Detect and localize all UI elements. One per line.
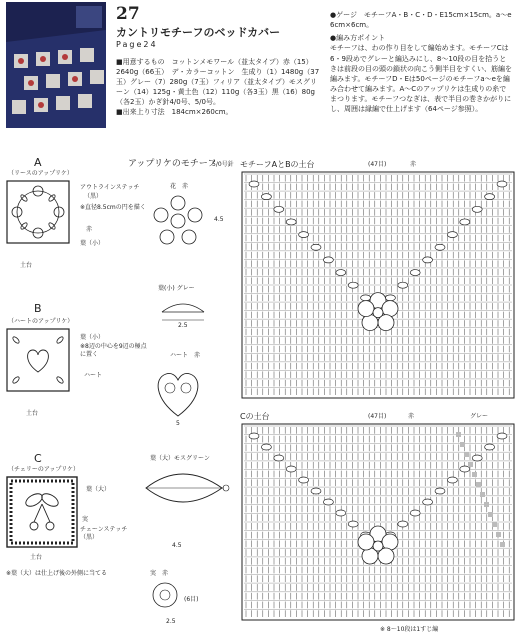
chart-bottom-gray: グレー	[470, 413, 489, 420]
heart-label: ハート 赤	[170, 352, 201, 359]
leaf-large-dim: 4.5	[172, 542, 182, 549]
materials-text: ■用意するもの コットンメモワール（並太タイプ）赤（15）2640g（66玉） デ・カラーコットン 生成り（1）1480g（37玉）グレー（7）280g（7玉）フィリア（並太タイプ）モスグリーン（14）125g・黄土色（12）110g（各3玉）黒（16）80g（各2玉）かぎ針4/0号、5/0号。	[116, 58, 320, 106]
motif-b-base-label: 土台	[26, 410, 39, 417]
chart-top-color: 赤	[410, 161, 417, 168]
motif-a-circle-note: ※直径8.5cmの円を描く	[80, 204, 146, 211]
motif-b-letter: B	[34, 302, 42, 315]
chart-top-grid	[240, 170, 516, 400]
fruit-chart	[150, 580, 180, 610]
motif-b-desc: （ハートのアップリケ）	[8, 318, 74, 325]
motif-c-desc: （チェリーのアップリケ）	[8, 466, 80, 473]
chart-bottom-title: Cの土台	[240, 412, 270, 421]
heart-dim: 5	[176, 420, 180, 427]
leaf-large-label: 葉（大）モスグリーン	[150, 455, 210, 462]
points-text: モチーフは、わの作り目をして編始めます。モチーフCは6・9段めでグレーと編込みにし、8～10段の目を拾うときは前段の目の頭の鎖状の向こう側半目をすくい、筋編を編みます。モチーフD・Eは50ページのモチーフa～eを編み合わせて編みます。A～Cのアップリケは生成りの糸でまつります。モチーフつなぎは、表で半目の巻きかがりにし、周囲は縁編で仕上げます（64ページ参照）。	[330, 44, 512, 114]
motif-a-diagram	[6, 180, 70, 244]
heart-chart	[148, 364, 208, 420]
gauge-text: ●ゲージ モチーフA・B・C・D・E15cm×15cm。a～e 6cm×6cm。	[330, 11, 512, 30]
page-reference: Page24	[116, 40, 158, 49]
flower-chart	[150, 193, 206, 249]
photo-illustration	[6, 2, 106, 128]
leaf-small-label: 葉(小) グレー	[158, 285, 195, 292]
fruit-dim: 2.5	[166, 618, 176, 625]
motif-c-footnote: ※葉（大）は仕上げ後の外側に当てる	[6, 570, 108, 577]
motif-b-diagram	[6, 328, 70, 392]
chart-bottom-footnote: ※ 8～10段は1すじ編	[380, 626, 439, 633]
motif-a-desc: （リースのアップリケ）	[8, 170, 73, 177]
motif-a-leaf-label: 葉（小）	[80, 240, 105, 247]
instructions-block	[330, 10, 512, 114]
chart-bottom-grid	[240, 422, 516, 622]
materials-block	[116, 58, 321, 118]
motif-c-diagram	[6, 476, 78, 548]
pattern-title: カントリモチーフのベッドカバー	[116, 26, 281, 39]
chart-top-stitches: (47目)	[368, 161, 387, 168]
motif-b-heart-label: ハート	[84, 372, 103, 379]
motif-a-letter: A	[34, 156, 42, 169]
fruit-label: 実 赤	[150, 570, 169, 577]
chart-bottom-red: 赤	[408, 413, 415, 420]
leaf-small-dim: 2.5	[178, 322, 188, 329]
motif-a-base-label: 土台	[20, 262, 33, 269]
motif-c-fruit-label: 実	[82, 516, 89, 523]
motif-b-note: ※8辺の中心を9辺の極点に置く	[80, 343, 147, 358]
motif-b-leaf-label: 葉（小）	[80, 334, 105, 341]
leaf-small-chart	[158, 296, 208, 324]
pattern-number: 27	[116, 4, 140, 24]
motif-c-leaf-label: 葉（大）	[86, 486, 111, 493]
fruit-rounds: (6目)	[184, 596, 199, 603]
flower-label: 花 赤	[170, 183, 189, 190]
leaf-large-chart	[142, 466, 232, 510]
bedcover-photo	[6, 2, 106, 128]
applique-hook: 5/0号針	[212, 161, 234, 168]
flower-dim: 4.5	[214, 216, 224, 223]
chart-bottom-stitches: (47目)	[368, 413, 387, 420]
applique-title: アップリケのモチーフ	[128, 159, 217, 169]
points-heading: ●編み方ポイント	[330, 34, 386, 43]
motif-c-stitch-label: チェーンステッチ（黒）	[80, 526, 128, 541]
finished-size: ■出来上り寸法 184cm×260cm。	[116, 107, 233, 116]
motif-a-red-label: 赤	[86, 226, 93, 233]
chart-top-title: モチーフAとBの土台	[240, 160, 315, 169]
motif-c-base-label: 土台	[30, 554, 43, 561]
motif-a-black-label: （黒）	[84, 193, 103, 200]
motif-c-letter: C	[34, 452, 42, 465]
motif-a-stitch-label: アウトラインステッチ	[80, 184, 140, 191]
